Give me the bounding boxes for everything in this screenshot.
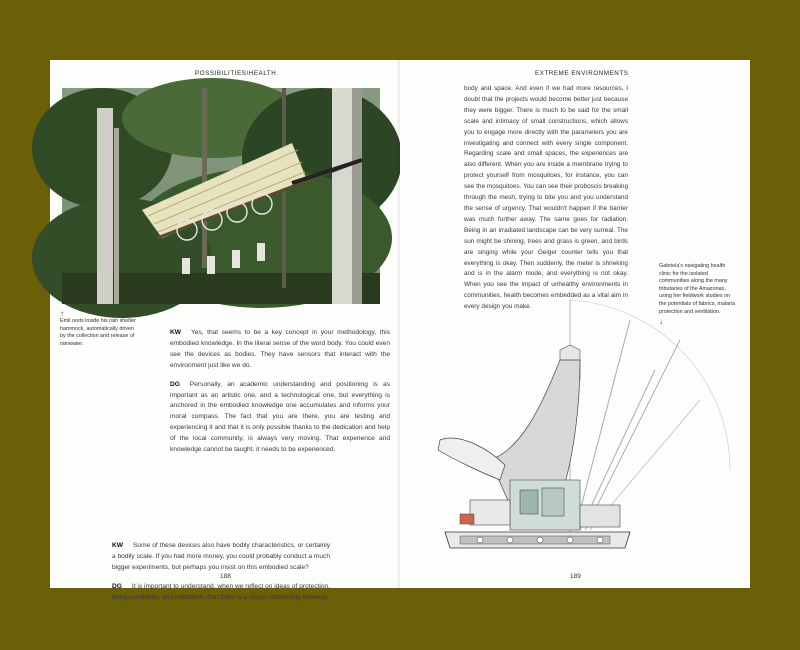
right-page [400,60,750,588]
running-head-right: EXTREME ENVIRONMENTS [535,70,629,77]
paragraph-text: Yes, that seems to be a key concept in your methodology, this embodied knowledge. In the literal sense of the word body. You could even see the devices as bodies. They have sensors that interact with the environment just like we do. [170,329,390,369]
speaker-label: KW [170,329,181,336]
photo-caption [60,310,138,348]
arrow-up-icon: ↑ [60,309,64,318]
speaker-label: KW [112,542,123,549]
photo-caption-text: Emil rests inside his rain shelter hammock, automatically driven by the collection and release of rainwater. [60,318,136,347]
paragraph-kw-2 [112,541,330,574]
paragraph-kw-1 [170,328,390,372]
side-caption-text: Gabriela's navigating health clinic for the isolated communities along the many tributaries of the Amazonas, using her fieldwork studies on the potentials of fabrics, malaria protection and ventilation. [659,263,736,315]
speaker-label: DG [170,380,180,388]
running-head-left: POSSIBILITIES/HEALTH [195,70,277,77]
paragraph-dg-1 [170,380,390,456]
left-body-upper [170,328,390,464]
health-clinic-drawing [430,300,740,570]
page-number-left: 188 [220,573,231,580]
paragraph-text: It is important to understand, when we reflect on ideas of protection, living conditions, and habitation, that there is a direct relationship between [112,582,330,601]
arrow-down-icon: ↓ [659,317,663,327]
paragraph-dg-2 [112,582,330,604]
page-number-right: 189 [570,573,581,580]
left-page [50,60,400,601]
speaker-label: DG [112,582,122,590]
paragraph-text: Personally, an academic understanding and positioning is as important as an artistic one, and a technological one, but everything is anchored in the embodied knowledge one accumulates and informs your moral compass. The fact that you are there, you are testing and experiencing it and that it is only possible thanks to the dedication and help of the local community, is always very moving. That experience and knowledge cannot be taught, it needs to be experienced. [170,380,390,454]
rain-shelter-photo [62,88,380,304]
right-body-text: body and space. And even if we had more resources, I doubt that the projects would become better just because they were bigger. There is much to be said for the small scale and intimacy of small constructions, which allows you to engage more directly with the parameters you are investigating and connect with every single component. Regarding scale and small spaces, the experiences are also different. When you are inside a membrane trying to protect yourself from mosquitoes, for instance, you can see the mosquitoes. You can see their proboscis breaking through the mesh, trying to bite you and you understand the sense of urgency. That wouldn't happen if the barrier was much further away. The same goes for radiation. Being in an irradiated landscape can be very surreal. The sun might be shining, trees and grass is green, and birds are singing while your Geiger counter tells you that everything is okay. Then suddenly, the meter is shrieking and is in the alarm mode, and everything is not okay. When you see the impact of unhealthy environments in communities, health becomes embedded as a vital aim in every design you make. [464,85,628,311]
paragraph-text: Some of these devices also have bodily characteristics, or certainly a bodily scale. If you had more money, you could probably conduct a much bigger experiments, but perhaps you insist on this embodied scale? [112,542,330,571]
